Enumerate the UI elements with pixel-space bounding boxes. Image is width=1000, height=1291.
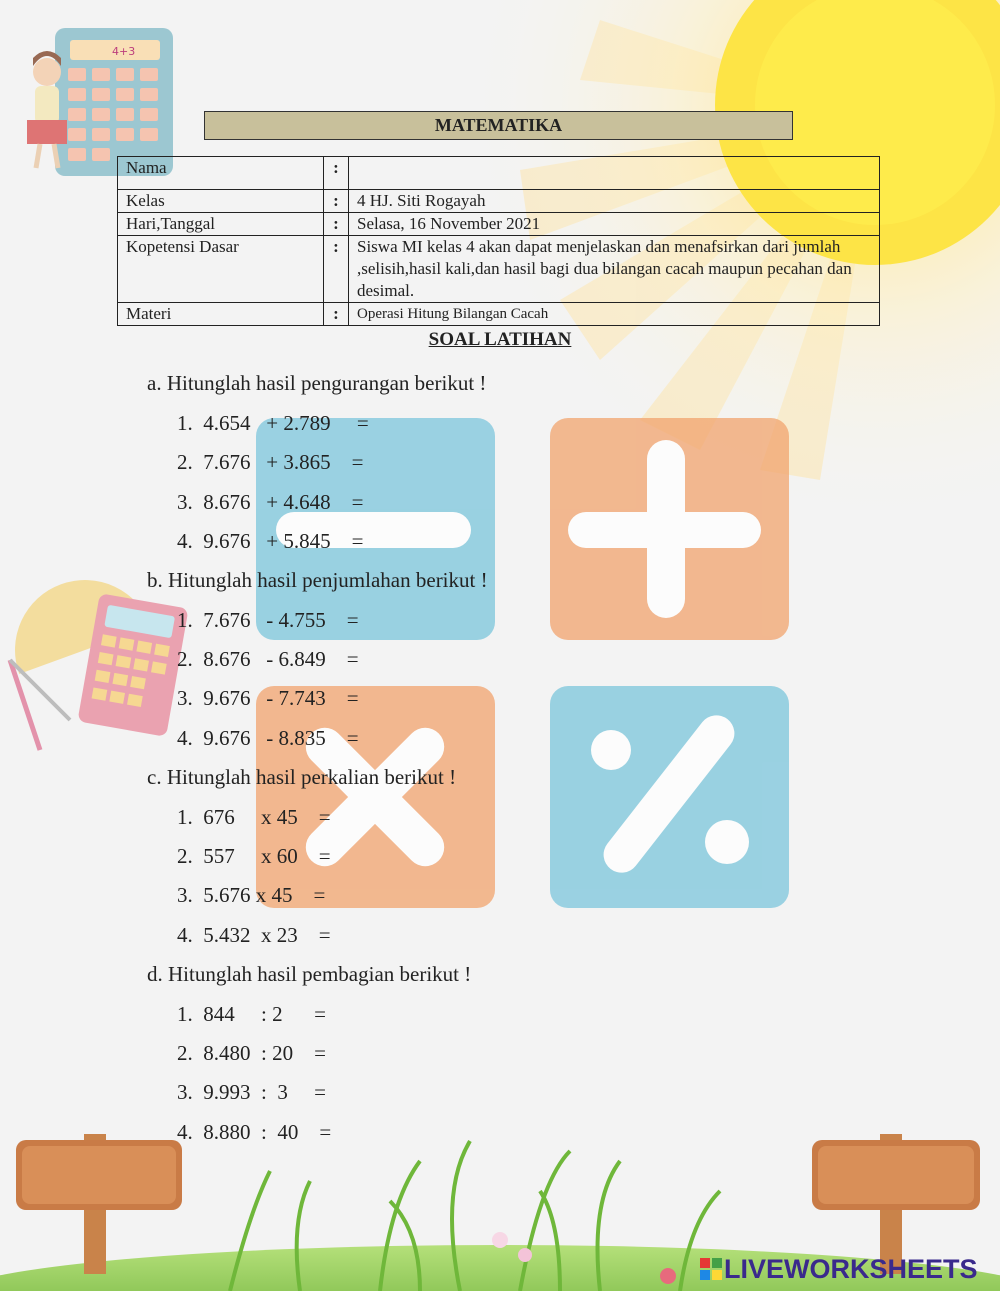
question-item: 1. 4.654 + 2.789 = bbox=[177, 411, 369, 435]
logo-text: LIVEWORKSHEETS bbox=[724, 1254, 978, 1284]
question-item: 1. 7.676 - 4.755 = bbox=[177, 608, 359, 632]
liveworksheets-icon bbox=[700, 1258, 722, 1280]
question-item: 4. 5.432 x 23 = bbox=[177, 923, 331, 947]
info-separator: : bbox=[324, 236, 349, 303]
question-item: 3. 9.676 - 7.743 = bbox=[177, 686, 359, 710]
calc-display-text: 4+3 bbox=[112, 45, 136, 58]
question-item: 2. 8.676 - 6.849 = bbox=[177, 647, 359, 671]
question-item: 1. 676 x 45 = bbox=[177, 805, 331, 829]
info-label: Hari,Tanggal bbox=[118, 213, 324, 236]
question-heading: b. Hitunglah hasil penjumlahan berikut ! bbox=[147, 568, 488, 592]
question-item: 3. 9.993 : 3 = bbox=[177, 1080, 326, 1104]
page-title: MATEMATIKA bbox=[204, 111, 793, 140]
section-title: SOAL LATIHAN bbox=[428, 329, 572, 350]
question-item: 1. 844 : 2 = bbox=[177, 1002, 326, 1026]
question-item: 2. 8.480 : 20 = bbox=[177, 1041, 326, 1065]
question-heading: c. Hitunglah hasil perkalian berikut ! bbox=[147, 765, 457, 789]
question-heading: a. Hitunglah hasil pengurangan berikut ! bbox=[147, 371, 487, 395]
info-label: Kelas bbox=[118, 190, 324, 213]
info-separator: : bbox=[324, 190, 349, 213]
question-item: 4. 8.880 : 40 = bbox=[177, 1120, 332, 1144]
student-info-table bbox=[117, 156, 880, 326]
info-row bbox=[118, 236, 880, 303]
question-heading: d. Hitunglah hasil pembagian berikut ! bbox=[147, 962, 472, 986]
info-label: Nama bbox=[118, 157, 324, 190]
info-separator: : bbox=[324, 213, 349, 236]
question-item: 3. 5.676 x 45 = bbox=[177, 883, 326, 907]
name-field[interactable] bbox=[349, 157, 880, 190]
question-item: 2. 557 x 60 = bbox=[177, 844, 331, 868]
liveworksheets-logo[interactable] bbox=[700, 1254, 978, 1285]
info-value: Selasa, 16 November 2021 bbox=[349, 213, 880, 236]
info-label: Kopetensi Dasar bbox=[118, 236, 324, 303]
info-row bbox=[118, 213, 880, 236]
info-label: Materi bbox=[118, 303, 324, 326]
question-item: 2. 7.676 + 3.865 = bbox=[177, 450, 364, 474]
question-item: 4. 9.676 + 5.845 = bbox=[177, 529, 364, 553]
info-value: Siswa MI kelas 4 akan dapat menjelaskan dan menafsirkan dari jumlah ,selisih,hasil kali,dan hasil bagi dua bilangan cacah maupun pecahan dan desimal. bbox=[349, 236, 880, 303]
info-row bbox=[118, 303, 880, 326]
info-value: 4 HJ. Siti Rogayah bbox=[349, 190, 880, 213]
question-item: 3. 8.676 + 4.648 = bbox=[177, 490, 364, 514]
question-item: 4. 9.676 - 8.835 = bbox=[177, 726, 359, 750]
info-value: Operasi Hitung Bilangan Cacah bbox=[349, 303, 880, 326]
info-row bbox=[118, 157, 880, 190]
info-separator: : bbox=[324, 303, 349, 326]
info-separator: : bbox=[324, 157, 349, 190]
info-row bbox=[118, 190, 880, 213]
